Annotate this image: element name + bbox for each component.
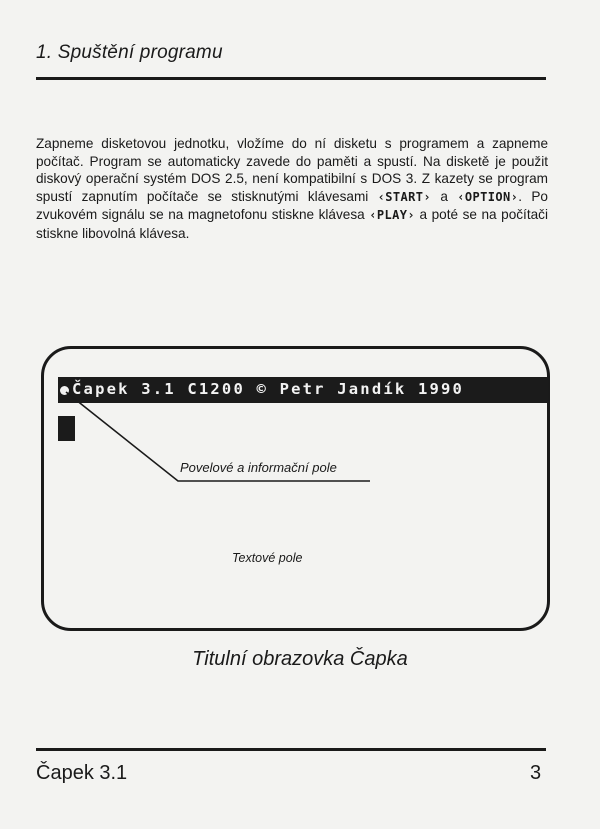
key-play: ‹PLAY› bbox=[369, 208, 415, 223]
body-text-part: . Po zvukovém signálu se na magnetofonu stiskne klávesa bbox=[36, 188, 548, 223]
key-option: ‹OPTION› bbox=[457, 189, 519, 204]
pointer-dot-icon bbox=[60, 386, 69, 395]
header-rule bbox=[36, 77, 546, 80]
text-field-label: Textové pole bbox=[232, 551, 303, 565]
body-paragraph bbox=[36, 135, 548, 243]
page-number: 3 bbox=[530, 762, 542, 784]
figure-caption: Titulní obrazovka Čapka bbox=[192, 648, 408, 670]
cursor-block bbox=[58, 416, 75, 441]
footer-rule bbox=[36, 748, 546, 751]
screen-title-text: Čapek 3.1 C1200 © Petr Jandík 1990 bbox=[72, 380, 465, 398]
key-start: ‹START› bbox=[377, 189, 431, 204]
body-text-part: Zapneme disketovou jednotku, vložíme do ní disketu s programem a zapneme počítač. Program se automaticky zavede do paměti a spustí. Na disketě je použit diskový operační systém DOS 2.5, není kompatibilní s DOS 3. Z kazety se program spustí zapnutím počítače se stisknutými klávesami bbox=[36, 136, 548, 204]
body-text-part: a poté se na počítači stiskne libovolná klávesa. bbox=[36, 207, 548, 241]
command-field-label: Povelové a informační pole bbox=[180, 460, 337, 475]
section-title: 1. Spuštění programu bbox=[36, 42, 223, 63]
footer-title: Čapek 3.1 bbox=[36, 762, 128, 784]
body-text-part: a bbox=[431, 188, 458, 204]
